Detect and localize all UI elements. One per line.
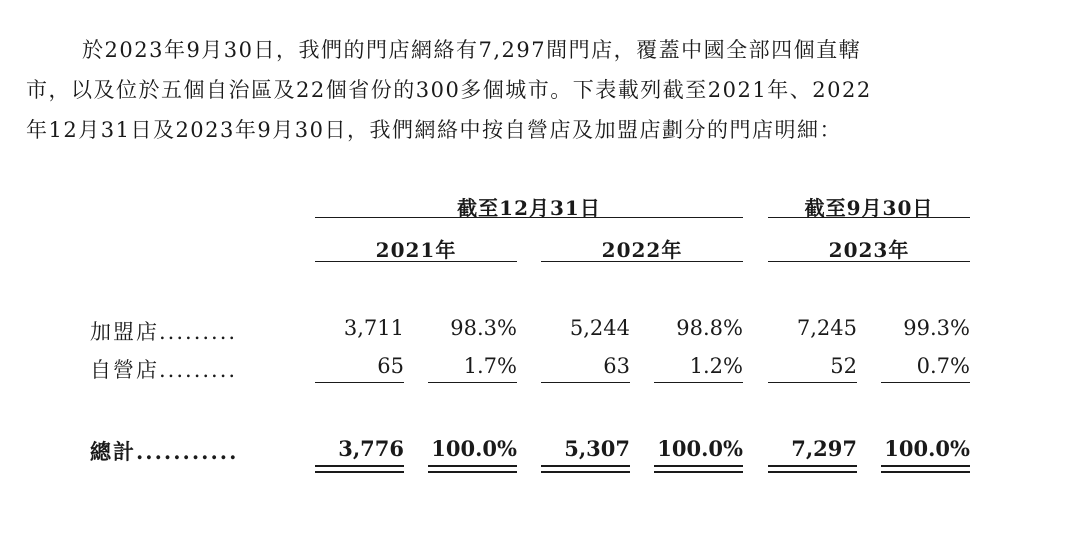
- total-double-rule: [315, 465, 404, 473]
- subtotal-rule: [428, 382, 517, 383]
- row-label-total: 總計...........: [90, 439, 239, 464]
- total-double-rule: [768, 465, 857, 473]
- table-cell: 3,711: [343, 316, 404, 340]
- table-cell: 100.0%: [431, 436, 517, 461]
- table-cell: 5,307: [564, 436, 630, 461]
- total-double-rule: [654, 465, 743, 473]
- paragraph-line-1: 於2023年9月30日，我們的門店網絡有7,297間門店，覆蓋中國全部四個直轄: [82, 38, 862, 62]
- table-cell: 0.7%: [916, 354, 970, 378]
- table-cell: 100.0%: [884, 436, 970, 461]
- subtotal-rule: [654, 382, 743, 383]
- subtotal-rule: [881, 382, 970, 383]
- table-cell: 1.7%: [463, 354, 517, 378]
- row-label-self-operated: 自營店.........: [90, 358, 238, 382]
- total-double-rule: [541, 465, 630, 473]
- group-rule-sep30: [768, 217, 970, 218]
- table-cell: 52: [830, 354, 857, 378]
- table-cell: 65: [377, 354, 404, 378]
- subtotal-rule: [315, 382, 404, 383]
- total-double-rule: [428, 465, 517, 473]
- paragraph-line-3: 年12月31日及2023年9月30日，我們網絡中按自營店及加盟店劃分的門店明細：: [26, 118, 842, 142]
- table-cell: 63: [603, 354, 630, 378]
- year-rule-2021: [315, 261, 517, 262]
- subtotal-rule: [768, 382, 857, 383]
- table-cell: 5,244: [569, 316, 630, 340]
- row-label-franchised: 加盟店.........: [90, 320, 238, 344]
- table-cell: 7,245: [796, 316, 857, 340]
- table-cell: 3,776: [338, 436, 404, 461]
- year-header-2022: 2022年: [601, 238, 683, 262]
- total-double-rule: [881, 465, 970, 473]
- table-cell: 7,297: [791, 436, 857, 461]
- table-cell: 100.0%: [657, 436, 743, 461]
- group-header-dec31: 截至12月31日: [457, 196, 601, 220]
- year-header-2021: 2021年: [375, 238, 457, 262]
- table-cell: 1.2%: [689, 354, 743, 378]
- group-header-sep30: 截至9月30日: [804, 196, 934, 220]
- table-cell: 99.3%: [903, 316, 970, 340]
- year-rule-2023: [768, 261, 970, 262]
- year-header-2023: 2023年: [828, 238, 910, 262]
- paragraph-line-2: 市，以及位於五個自治區及22個省份的300多個城市。下表載列截至2021年、2022: [26, 78, 872, 102]
- table-cell: 98.8%: [676, 316, 743, 340]
- table-cell: 98.3%: [450, 316, 517, 340]
- subtotal-rule: [541, 382, 630, 383]
- group-rule-dec31: [315, 217, 743, 218]
- year-rule-2022: [541, 261, 743, 262]
